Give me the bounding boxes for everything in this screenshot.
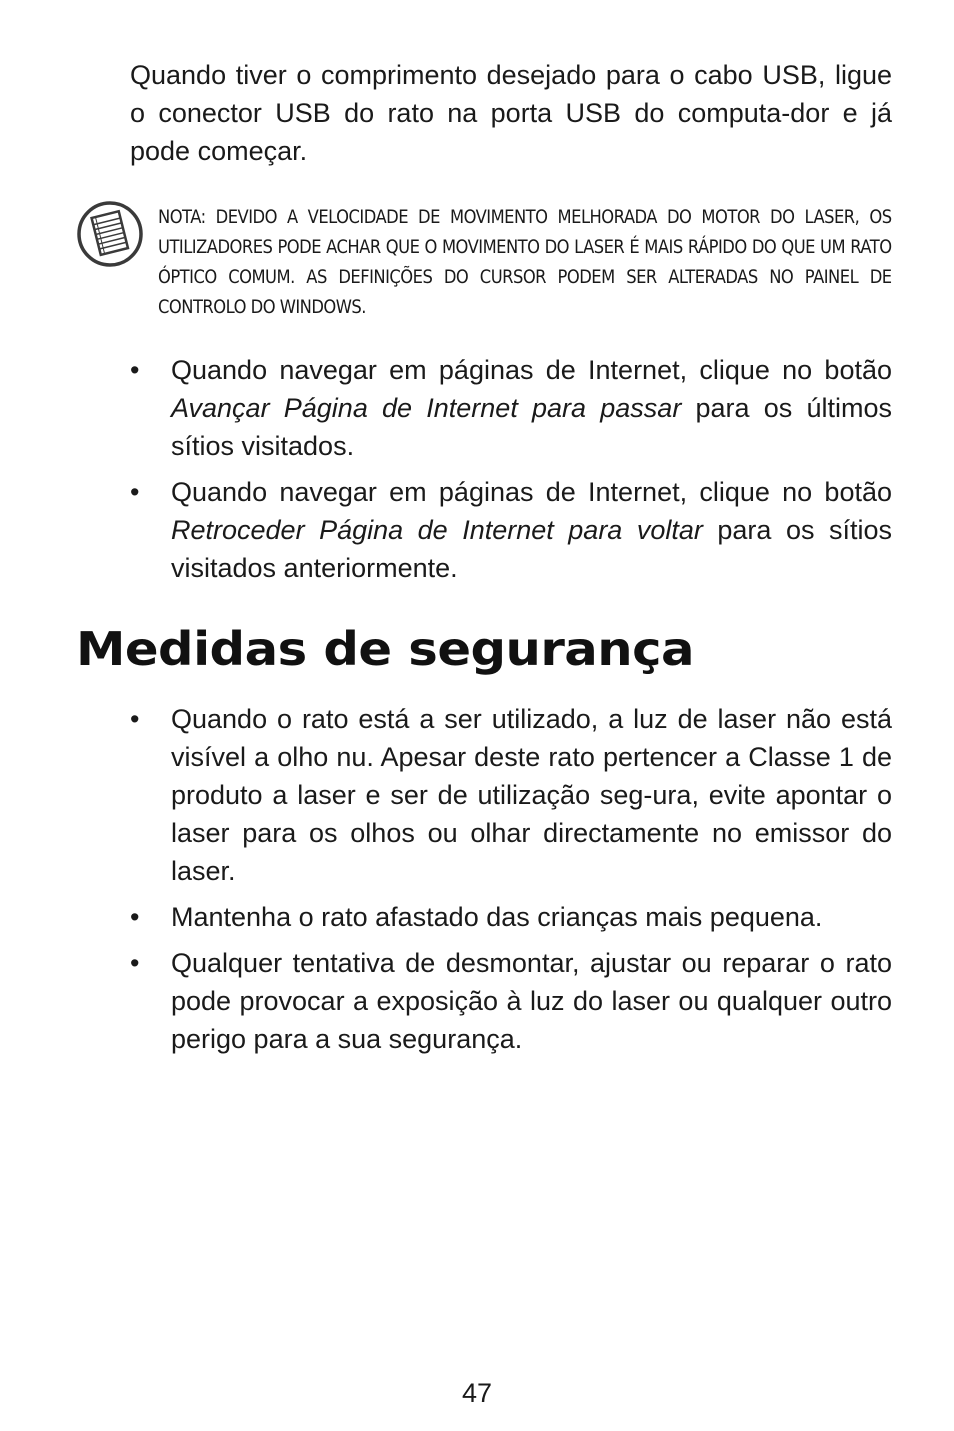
list-item-text: para os últimos sítios visitados.	[171, 393, 892, 461]
button-name-emphasis: Retroceder Página de Internet para voltar	[171, 515, 703, 545]
bullet-marker: •	[130, 948, 140, 978]
safety-list	[130, 700, 892, 1066]
list-item-text: Qualquer tentativa de desmontar, ajustar ou reparar o rato pode provocar a exposição à luz do laser ou qualquer outro perigo para a sua segurança.	[171, 948, 892, 1054]
intro-paragraph: Quando tiver o comprimento desejado para o cabo USB, ligue o conector USB do rato na porta USB do computa-dor e já pode começar.	[130, 60, 892, 166]
section-title: Medidas de segurança	[76, 622, 694, 676]
list-item-text: Quando o rato está a ser utilizado, a luz de laser não está visível a olho nu. Apesar deste rato pertencer a Classe 1 de produto a laser e ser de utilização seg-ura, evite apontar o laser para os olhos ou olhar directamente no emissor do laser.	[171, 704, 892, 886]
notepad-icon	[76, 200, 144, 268]
list-item-text: Quando navegar em páginas de Internet, clique no botão	[171, 355, 892, 385]
list-item-text: Mantenha o rato afastado das crianças mais pequena.	[171, 902, 823, 932]
button-name-emphasis: Avançar Página de Internet para passar	[171, 393, 682, 423]
bullet-marker: •	[130, 355, 140, 385]
bullet-marker: •	[130, 902, 140, 932]
browse-tips-list	[130, 351, 892, 595]
note-text: NOTA: DEVIDO A VELOCIDADE DE MOVIMENTO MELHORADA DO MOTOR DO LASER, OS UTILIZADORES PODE ACHAR QUE O MOVIMENTO DO LASER É MAIS RÁPIDO DO QUE UM RATO ÓPTICO COMUM. AS DEFINIÇÕES DO CURSOR PODEM SER ALTERADAS NO PAINEL DE CONTROLO DO WINDOWS.	[158, 206, 892, 318]
list-item	[130, 898, 892, 936]
list-item	[130, 351, 892, 465]
list-item-text: Quando navegar em páginas de Internet, clique no botão	[171, 477, 892, 507]
list-item	[130, 944, 892, 1058]
list-item	[130, 700, 892, 890]
bullet-marker: •	[130, 704, 140, 734]
list-item-text: para os sítios visitados anteriormente.	[171, 515, 892, 583]
list-item	[130, 473, 892, 587]
bullet-marker: •	[130, 477, 140, 507]
page-number: 47	[461, 1378, 493, 1408]
